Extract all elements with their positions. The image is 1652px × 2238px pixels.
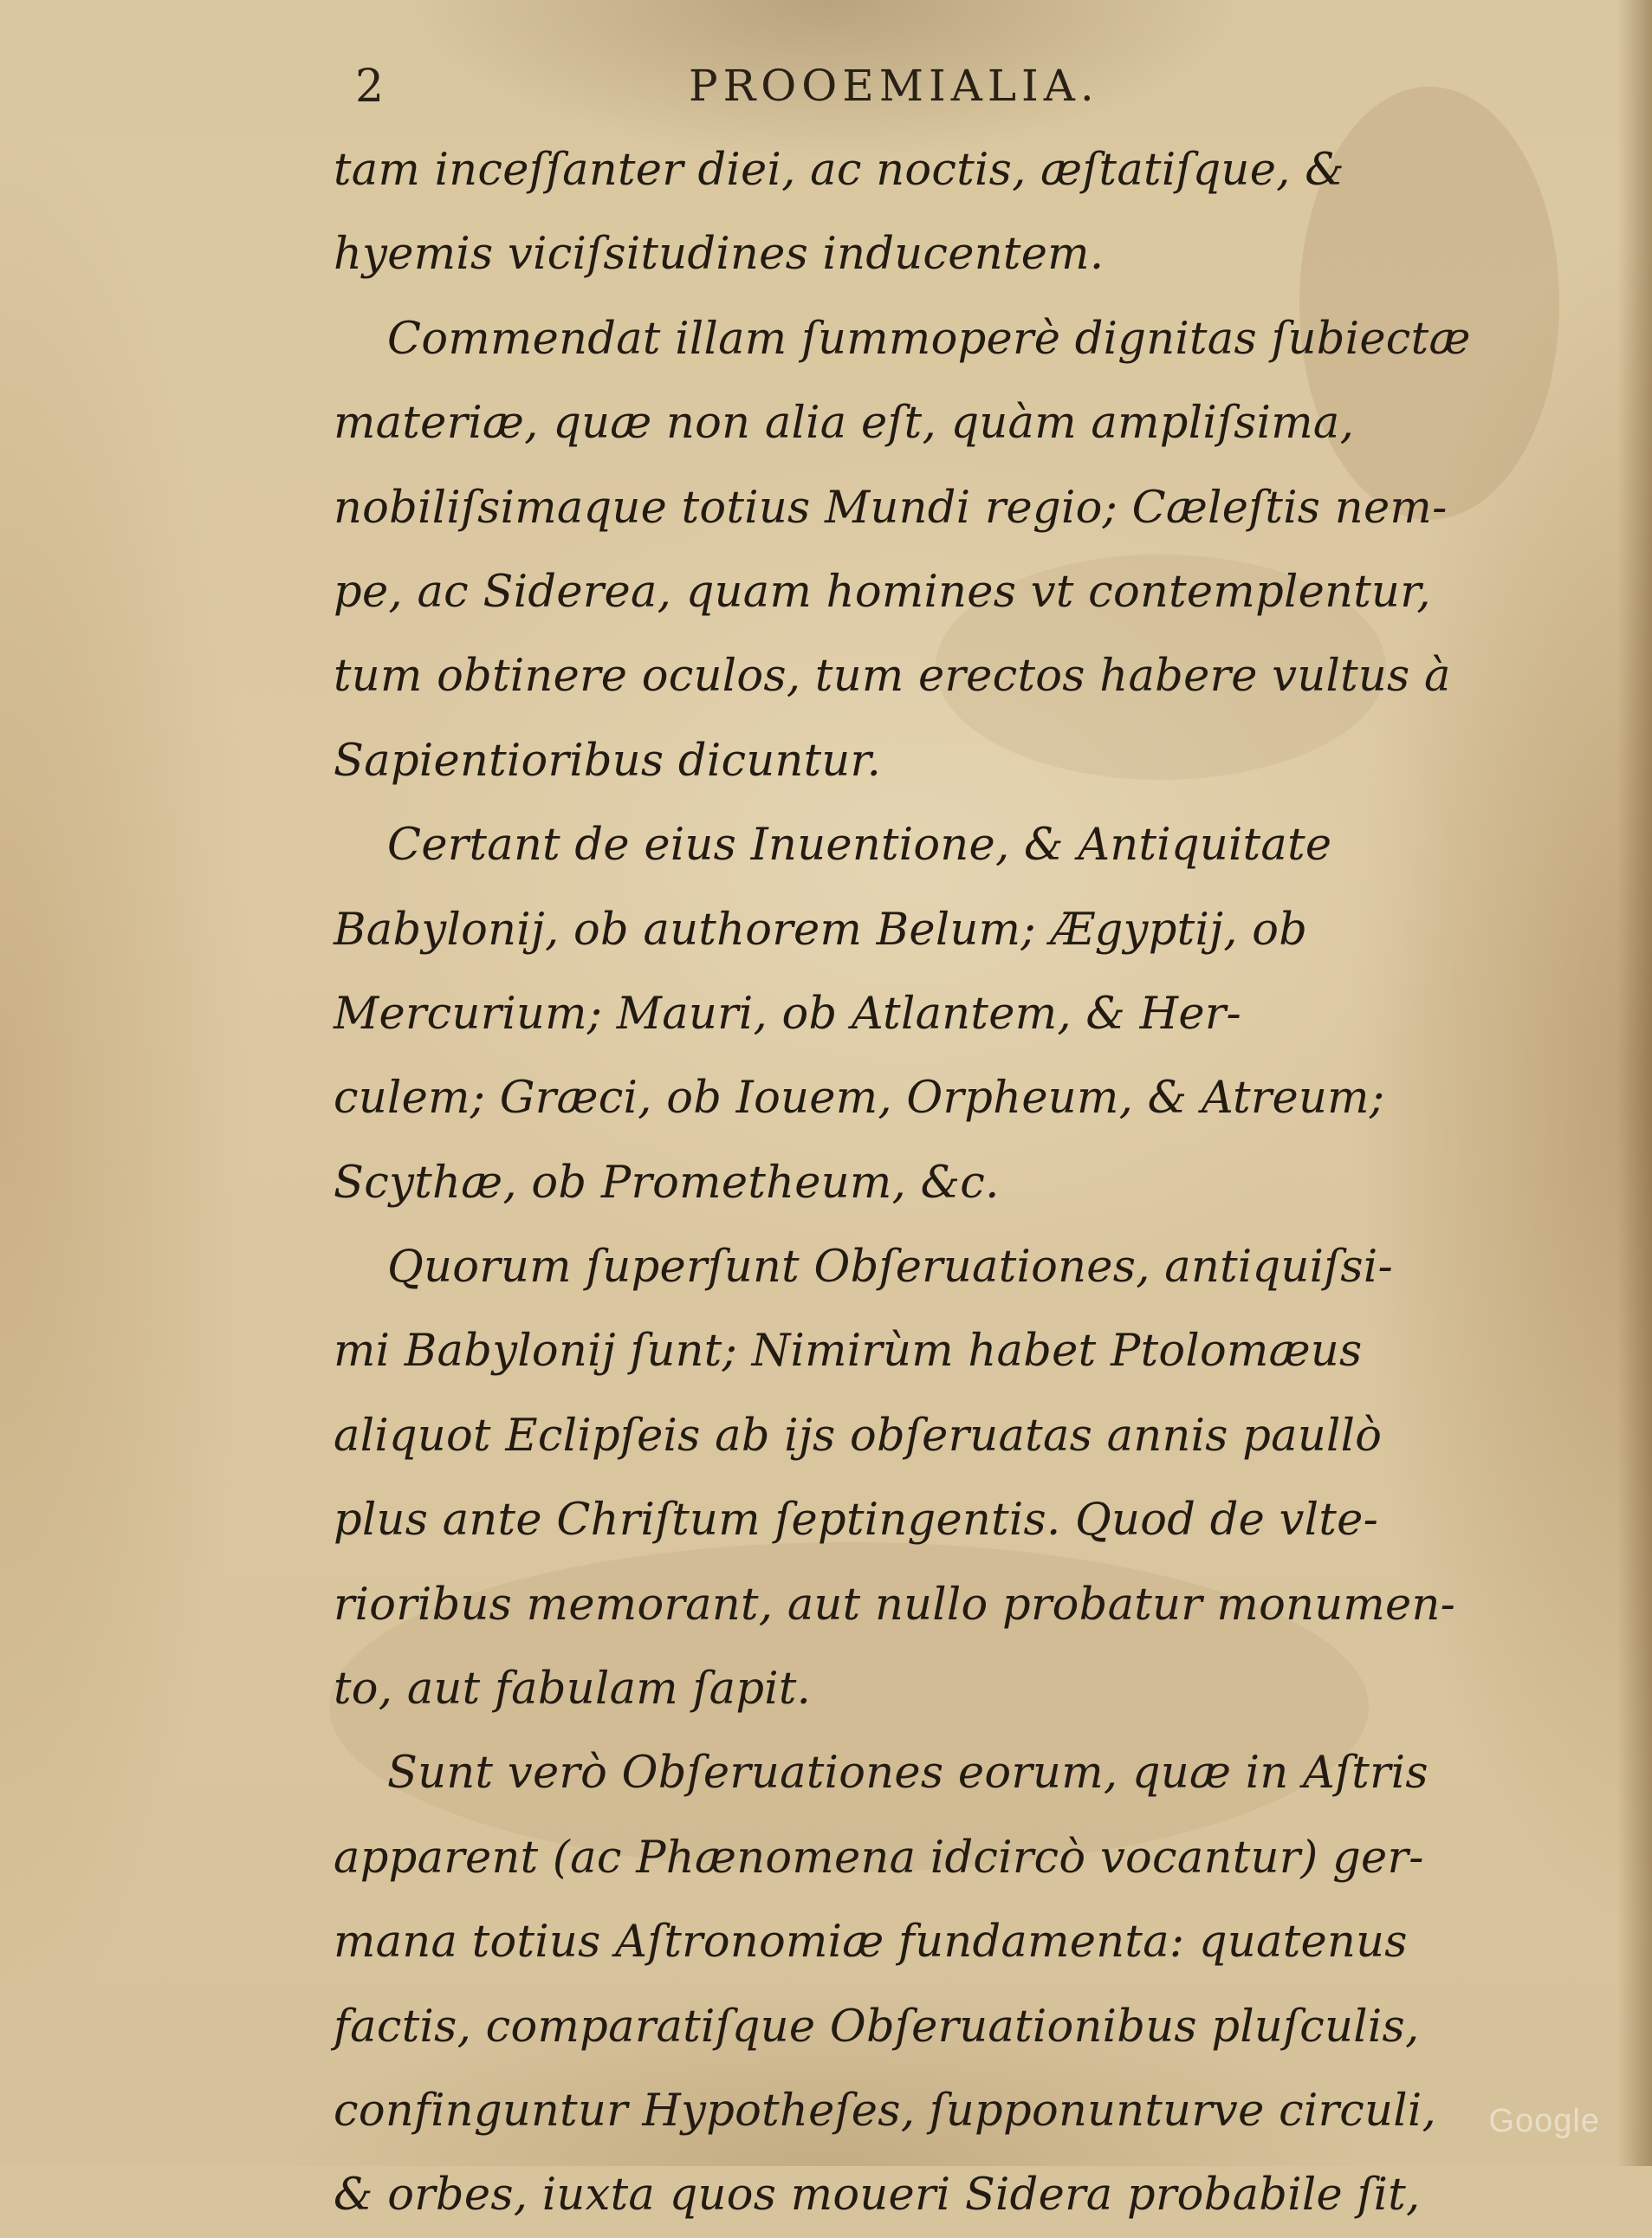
running-head: PROOEMIALIA. [689,61,1099,111]
page-number: 2 [355,61,385,113]
text-line: confinguntur Hypotheſes, ſupponunturve circuli, [334,2085,1437,2137]
text-line: rioribus memorant, aut nullo probatur monumen- [334,1579,1456,1631]
text-line: plus ante Chriſtum ſeptingentis. Quod de vlte- [334,1495,1379,1547]
body-text [334,128,1486,2238]
text-line: to, aut fabulam ſapit. [334,1664,812,1716]
text-line: aliquot Eclipſeis ab ijs obſeruatas annis paullò [334,1410,1383,1462]
text-line: hyemis viciſsitudines inducentem. [334,229,1105,281]
text-line: mi Babylonij ſunt; Nimirùm habet Ptolomæus [334,1326,1363,1378]
text-line: Quorum ſuperſunt Obſeruationes, antiquiſsi- [387,1242,1393,1294]
watermark: Google [1488,2103,1600,2139]
text-line: tam inceſſanter diei, ac noctis, æſtatiſque, & [334,145,1344,196]
text-line: Certant de eius Inuentione, & Antiquitate [387,820,1332,872]
text-line: factis, comparatiſque Obſeruationibus pluſculis, [334,2001,1420,2053]
text-line: culem; Græci, ob Iouem, Orpheum, & Atreum; [334,1073,1385,1125]
text-line: Babylonij, ob authorem Belum; Ægyptij, ob [334,904,1308,956]
text-line: Sunt verò Obſeruationes eorum, quæ in Aſtris [387,1748,1428,1800]
text-line: & orbes, iuxta quos moueri Sidera probabile ſit, [334,2170,1421,2222]
text-line: Mercurium; Mauri, ob Atlantem, & Her- [334,988,1242,1040]
text-line: tum obtinere oculos, tum erectos habere vultus à [334,651,1451,703]
text-line: materiæ, quæ non alia eſt, quàm ampliſsima, [334,398,1355,450]
text-line: nobiliſsimaque totius Mundi regio; Cæleſtis nem- [334,482,1448,534]
text-line: mana totius Aſtronomiæ fundamenta: quatenus [334,1917,1408,1969]
text-line: Commendat illam ſummoperè dignitas ſubiectæ [387,313,1471,365]
text-line: Sapientioribus dicuntur. [334,735,882,787]
text-line: pe, ac Siderea, quam homines vt contemplentur, [334,566,1431,618]
binding-shadow [1617,0,1652,2166]
text-line: Scythæ, ob Prometheum, &c. [334,1157,1000,1209]
text-line: apparent (ac Phænomena idcircò vocantur) ger- [334,1832,1424,1884]
page-header [347,61,1473,139]
